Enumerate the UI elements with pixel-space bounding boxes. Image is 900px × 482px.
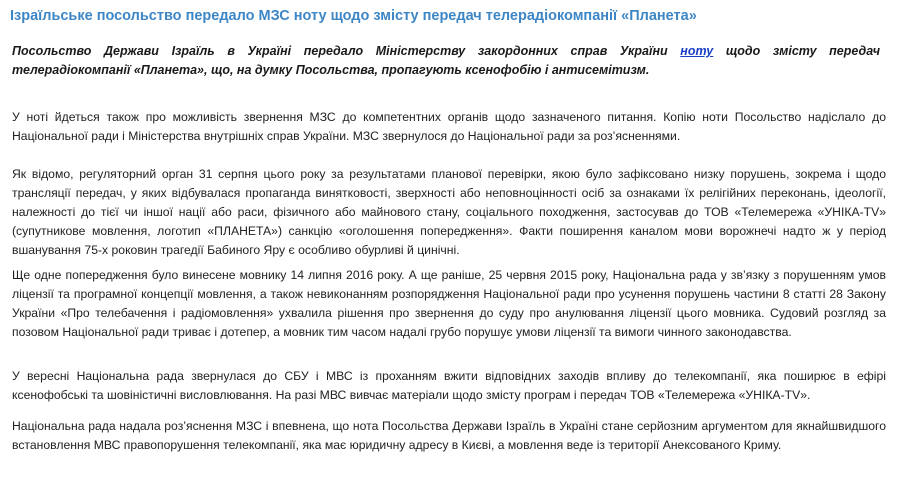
lead-text-after-link: щодо змісту передач телерадіокомпанії «Планета», що, на думку Посольства, пропагують ксенофобію і антисемітизм.: [12, 44, 880, 77]
paragraph-note-details: У ноті йдеться також про можливість звернення МЗС до компетентних органів щодо зазначеного питання. Копію ноти Посольство надіслало до Національної ради і Міністерства внутрішніх справ України. МЗС звернулося до Національної ради за роз’ясненнями.: [12, 110, 886, 143]
paragraph-sbu-appeal: У вересні Національна рада звернулася до СБУ і МВС із проханням вжити відповідних заходів впливу до телекомпанії, яка поширює в ефірі ксенофобські та шовіністичні висловлювання. На разі МВС вивчає матеріали щодо змісту програм і передач ТОВ «Телемережа «УНІКА-TV».: [12, 369, 886, 402]
paragraph-sanction-warning: Як відомо, регуляторний орган 31 серпня цього року за результатами планової перевірки, якою було зафіксовано низку порушень, зокрема і щодо трансляції передач, у яких відбувалася пропаганда винятковості, зверхності або неповноцінності осіб за ознаками їх релігійних переконань, ідеології, належності до тієї чи іншої нації або раси, фізичного або майнового стану, соціального походження, застосував до ТОВ «Телемережа «УНІКА-TV» (супутникове мовлення, логотип «ПЛАНЕТА») санкцію «оголошення попередження». Факти поширення каналом мови ворожнечі надто ж у період вшанування 75-х роковин трагедії Бабиного Яру є особливо обурливі й цинічні.: [12, 167, 886, 257]
article-title: Ізраїльське посольство передало МЗС ноту щодо змісту передач телерадіокомпанії «Планета»: [10, 8, 697, 24]
paragraph-conclusion: Національна рада надала роз’яснення МЗС і впевнена, що нота Посольства Держави Ізраїль в Україні стане серйозним аргументом для якнайшвидшого встановлення МВС правопорушення телекомпанії, яка має юридичну адресу в Києві, а мовлення веде із території Анексованого Криму.: [12, 419, 886, 452]
paragraph-previous-warning: Ще одне попередження було винесене мовнику 14 липня 2016 року. А ще раніше, 25 червня 2015 року, Національна рада у зв’язку з порушенням умов ліцензії та програмної концепції мовлення, а також невиконанням розпорядження Національної ради про усунення порушень частини 8 статті 28 Закону України «Про телебачення і радіомовлення» ухвалила рішення про звернення до суду про анулювання ліцензії цього мовника. Судовий розгляд за позовом Національної ради триває і дотепер, а мовник тим часом надалі грубо порушує умови ліцензії та вимоги чинного законодавства.: [12, 268, 886, 339]
lead-text-before-link: Посольство Держави Ізраїль в Україні передало Міністерству закордонних справ України: [12, 44, 681, 58]
article-lead: [12, 42, 880, 80]
note-link[interactable]: ноту: [680, 44, 714, 58]
